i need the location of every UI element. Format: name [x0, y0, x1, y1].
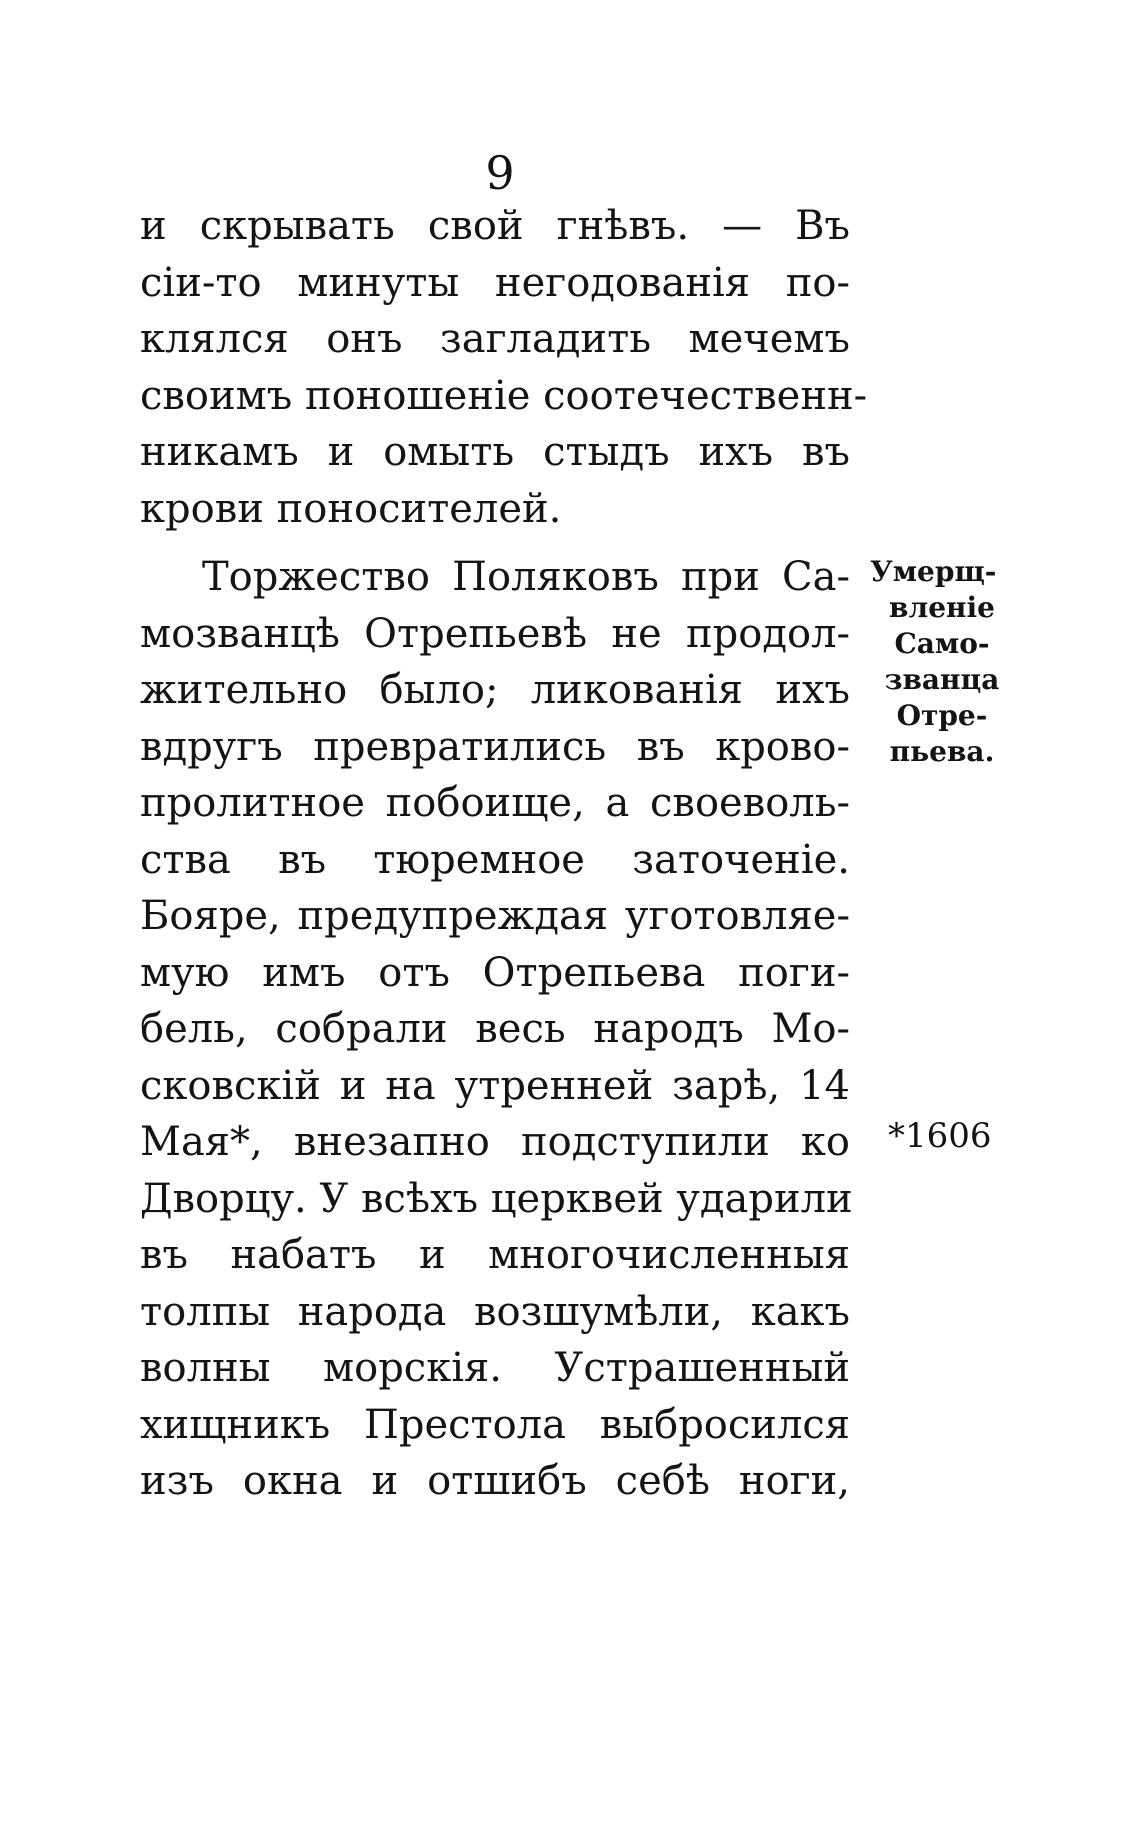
footnote-year-marker: *1606 — [888, 1116, 992, 1156]
text-line: крови поносителей. — [140, 485, 562, 532]
text-line: никамъ и омыть стыдъ ихъ въ — [140, 429, 850, 475]
text-line: вдругъ превратились въ крово- — [140, 723, 850, 770]
text-line: Мая*, внезапно подступили ко — [140, 1119, 850, 1165]
margin-note — [866, 554, 1026, 770]
text-line: сковскій и на утренней зарѣ, 14 — [140, 1062, 850, 1109]
text-line: сіи-то минуты негодованія по- — [140, 259, 850, 306]
text-line: волны морскія. Устрашенный — [140, 1345, 850, 1391]
margin-note-line: званца — [884, 663, 1000, 696]
text-line: Бояре, предупреждая уготовляе- — [140, 893, 850, 939]
text-line: Дворцу. У всѣхъ церквей ударили — [140, 1175, 853, 1222]
margin-note-line: Умерщ- — [870, 555, 997, 588]
text-line: Торжество Поляковъ при Са- — [202, 554, 850, 600]
text-line: и скрывать свой гнѣвъ. — Въ — [140, 203, 850, 249]
margin-note-line: Отре- — [896, 699, 988, 732]
text-line: жительно было; ликованія ихъ — [140, 667, 850, 713]
text-line: своимъ поношеніе соотечественн- — [140, 372, 868, 419]
text-line: изъ окна и отшибъ себѣ ноги, — [140, 1458, 850, 1504]
margin-note-line: вленіе — [889, 591, 995, 624]
page-number: 9 — [485, 146, 515, 200]
text-line: клялся онъ загладить мечемъ — [140, 316, 850, 362]
text-line: бель, собрали весь народъ Мо- — [140, 1006, 850, 1052]
margin-note-line: пьева. — [889, 735, 995, 768]
body-text — [140, 198, 868, 1510]
text-line: пролитное побоище, а своеволь- — [140, 780, 850, 826]
text-line: ства въ тюремное заточеніе. — [140, 836, 850, 883]
text-line: мозванцѣ Отрепьевѣ не продол- — [140, 610, 850, 657]
text-line: въ набатъ и многочисленныя — [140, 1232, 850, 1278]
text-line: хищникъ Престола выбросился — [140, 1401, 850, 1448]
margin-note-line: Само- — [894, 627, 990, 660]
text-line: мую имъ отъ Отрепьева поги- — [140, 949, 850, 996]
text-line: толпы народа возшумѣли, какъ — [140, 1288, 850, 1335]
